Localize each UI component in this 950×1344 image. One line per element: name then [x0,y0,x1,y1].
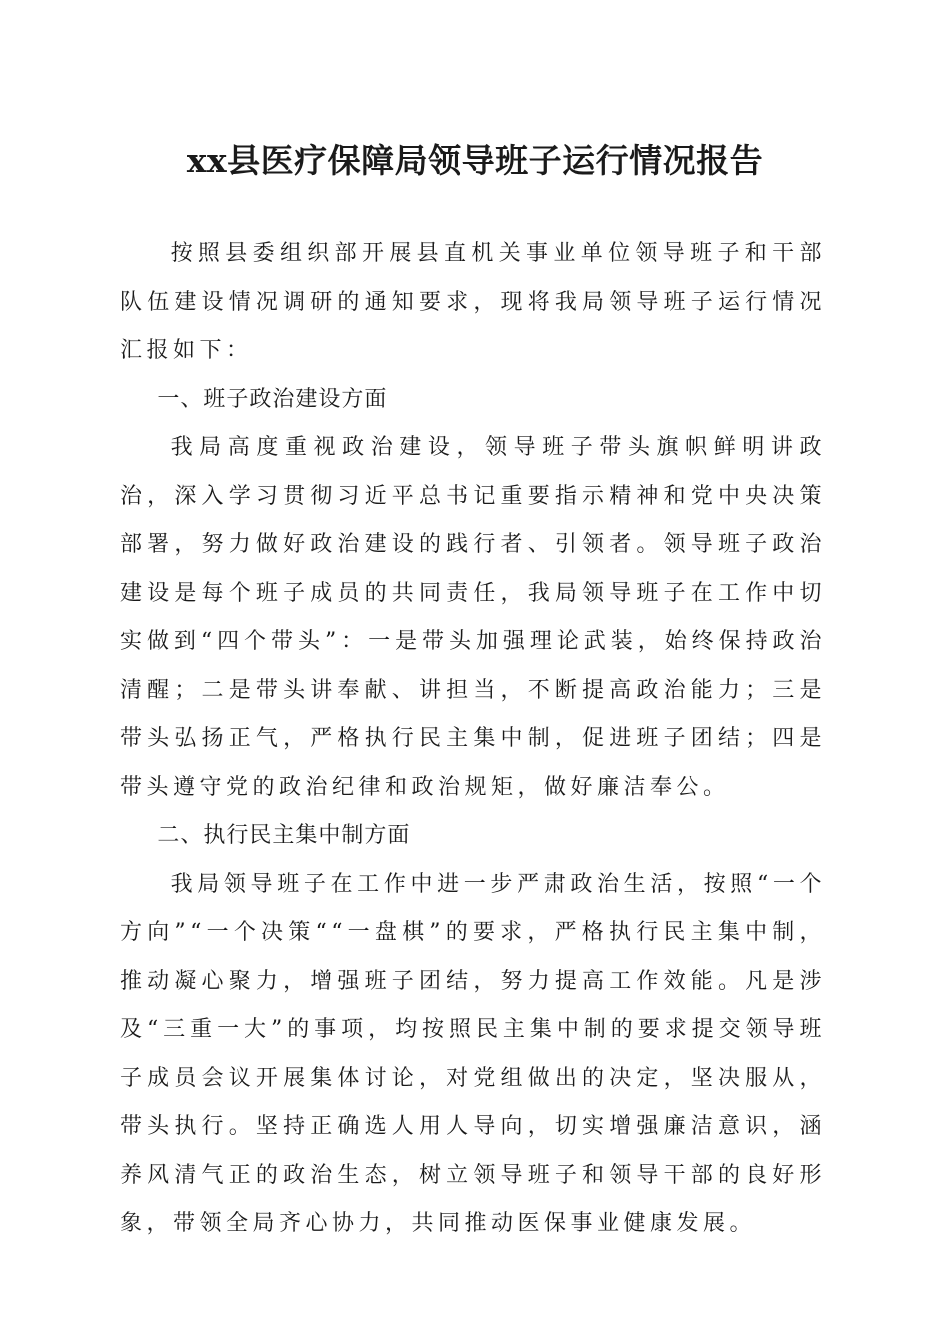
section-body-1: 我局高度重视政治建设，领导班子带头旗帜鲜明讲政治，深入学习贯彻习近平总书记重要指示精神和党中央决策部署，努力做好政治建设的践行者、引领者。领导班子政治建设是每个班子成员的共同责任，我局领导班子在工作中切实做到“四个带头”：一是带头加强理论武装，始终保持政治清醒；二是带头讲奉献、讲担当，不断提高政治能力；三是带头弘扬正气，严格执行民主集中制，促进班子团结；四是带头遵守党的政治纪律和政治规矩，做好廉洁奉公。 [120,435,826,800]
intro-paragraph: 按照县委组织部开展县直机关事业单位领导班子和干部队伍建设情况调研的通知要求，现将我局领导班子运行情况汇报如下： [120,241,826,363]
section-heading-1: 一、班子政治建设方面 [157,386,388,412]
document-body [120,230,826,1249]
section-heading-2: 二、执行民主集中制方面 [157,823,411,848]
section-body-2: 我局领导班子在工作中进一步严肃政治生活，按照“一个方向”“一个决策““一盘棋”的要求，严格执行民主集中制，推动凝心聚力，增强班子团结，努力提高工作效能。凡是涉及“三重一大”的事项，均按照民主集中制的要求提交领导班子成员会议开展集体讨论，对党组做出的决定，坚决服从，带头执行。坚持正确选人用人导向，切实增强廉洁意识，涵养风清气正的政治生态，树立领导班子和领导干部的良好形象，带领全局齐心协力，共同推动医保事业健康发展。 [120,871,826,1236]
document-title: xx县医疗保障局领导班子运行情况报告 [186,141,764,180]
